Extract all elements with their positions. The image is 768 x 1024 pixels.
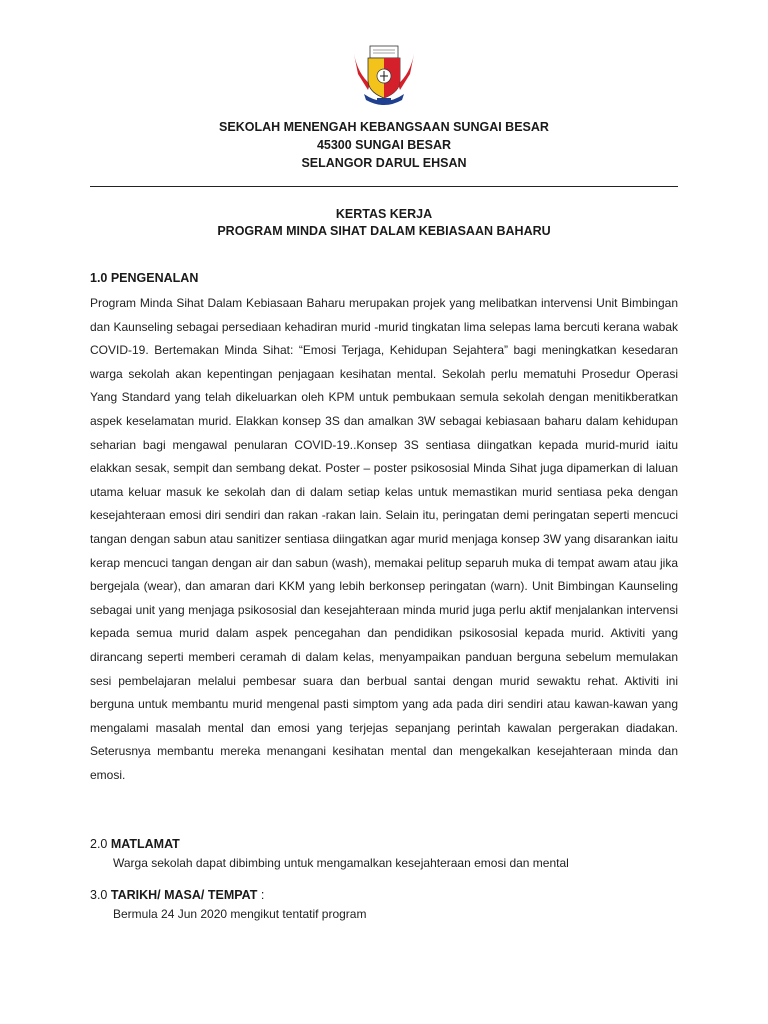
section-2-number: 2.0: [90, 837, 111, 851]
section-3-suffix: :: [257, 888, 265, 902]
title-line-2: PROGRAM MINDA SIHAT DALAM KEBIASAAN BAHARU: [217, 224, 551, 238]
school-name: SEKOLAH MENENGAH KEBANGSAAN SUNGAI BESAR: [219, 120, 549, 134]
school-state: SELANGOR DARUL EHSAN: [301, 156, 467, 170]
section-3-text: Bermula 24 Jun 2020 mengikut tentatif program: [113, 907, 367, 921]
school-postcode-city: 45300 SUNGAI BESAR: [316, 138, 452, 152]
document-title: [0, 206, 768, 240]
section-2-heading: [90, 837, 180, 851]
section-1-heading: 1.0 PENGENALAN: [90, 271, 199, 285]
section-3-title: TARIKH/ MASA/ TEMPAT: [110, 888, 258, 902]
header-divider: [90, 186, 678, 187]
title-line-1: KERTAS KERJA: [335, 207, 433, 221]
section-3-heading: [90, 888, 264, 902]
school-header: [0, 118, 768, 172]
section-2-title: MATLAMAT: [110, 837, 180, 851]
section-1-paragraph: Program Minda Sihat Dalam Kebiasaan Baharu merupakan projek yang melibatkan intervensi Unit Bimbingan dan Kaunseling sebagai persediaan kehadiran murid -murid tingkatan lima selepas lama bercuti kerana wabak COVID-19. Bertemakan Minda Sihat: “Emosi Terjaga, Kehidupan Sejahtera” bagi meningkatkan kesedaran warga sekolah akan kepentingan penjagaan kesihatan mental. Sekolah perlu mematuhi Prosedur Operasi Yang Standard yang telah dikeluarkan oleh KPM untuk pembukaan semula sekolah dengan menitikberatkan aspek keselamatan murid. Elakkan konsep 3S dan amalkan 3W sebagai kebiasaan baharu dalam kehidupan seharian bagi mengawal penularan COVID-19..Konsep 3S sentiasa diingatkan kepada murid-murid iaitu elakkan sesak, sempit dan sembang dekat. Poster – poster psikososial Minda Sihat juga dipamerkan di laluan utama keluar masuk ke sekolah dan di dalam setiap kelas untuk memastikan murid sentiasa peka dengan kesejahteraan emosi diri sendiri dan rakan -rakan lain. Selain itu, peringatan demi peringatan seperti mencuci tangan dengan sabun atau sanitizer sentiasa diingatkan agar murid menjaga konsep 3W yang disarankan iaitu kerap mencuci tangan dengan air dan sabun (wash), memakai pelitup separuh muka di tempat awam atau jika bergejala (wear), dan amaran dari KKM yang lebih berkonsep peringatan (warn). Unit Bimbingan Kaunseling sebagai unit yang menjaga psikososial dan kesejahteraan minda murid juga perlu aktif menjalankan intervensi kepada semua murid dalam aspek pencegahan dan pendidikan psikososial kepada murid. Aktiviti yang dirancang seperti memberi ceramah di dalam kelas, menyampaikan panduan berguna sebelum memulakan sesi pembelajaran melalui pembesar suara dan berbual santai dengan murid sewaktu rehat. Aktiviti ini berguna untuk membantu murid mengenal pasti simptom yang ada pada diri sendiri atau kawan-kawan yang mengalami masalah mental dan emosi yang terjejas sepanjang perintah kawalan pergerakan diadakan. Seterusnya membantu mereka menangani kesihatan mental dan mengekalkan kesejahteraan minda dan emosi.: [90, 296, 678, 782]
school-crest-icon: [350, 44, 418, 108]
section-3-number: 3.0: [90, 888, 111, 902]
section-2-text: Warga sekolah dapat dibimbing untuk mengamalkan kesejahteraan emosi dan mental: [113, 856, 569, 870]
